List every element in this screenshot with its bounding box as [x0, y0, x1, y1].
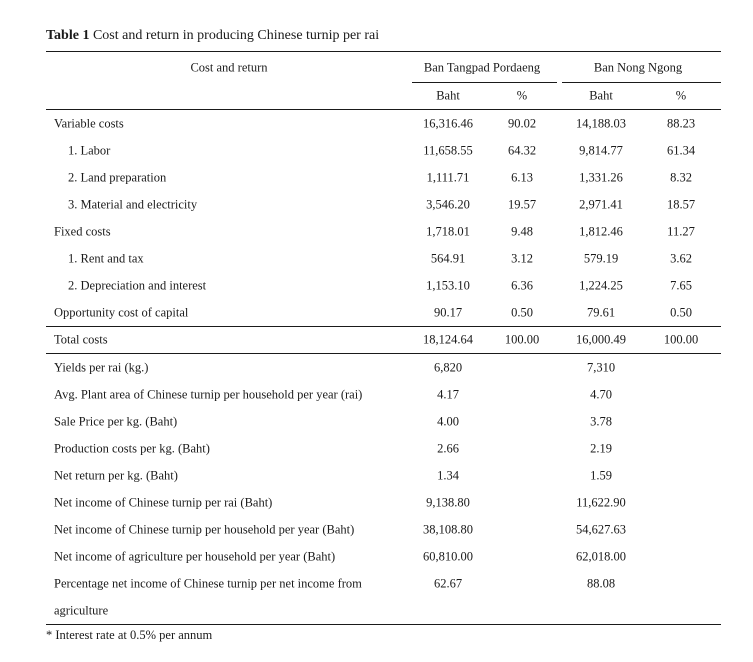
row-label: Fixed costs: [54, 224, 111, 239]
value-1: 62.67: [433, 576, 463, 591]
row-label: Total costs: [54, 332, 108, 347]
row-label: Net income of agriculture per household per year (Baht): [54, 549, 336, 564]
footnote: * Interest rate at 0.5% per annum: [46, 628, 213, 642]
row-label: Net income of Chinese turnip per rai (Baht): [54, 495, 273, 510]
percent-2: 7.65: [670, 278, 692, 293]
value-2: 1.59: [590, 468, 612, 483]
percent-2: 3.62: [670, 251, 692, 266]
value-2: 7,310: [586, 360, 616, 375]
percent-2: 0.50: [670, 305, 692, 320]
header-bottom-rule: [46, 109, 721, 110]
row-label: 2. Land preparation: [68, 170, 167, 185]
row-label: 3. Material and electricity: [68, 197, 198, 212]
row-label: Net income of Chinese turnip per household per year (Baht): [54, 522, 355, 537]
baht-2: 2,971.41: [579, 197, 623, 212]
baht-2: 79.61: [586, 305, 616, 320]
percent-1: 6.13: [511, 170, 533, 185]
value-1: 60,810.00: [423, 549, 473, 564]
value-1: 1.34: [437, 468, 459, 483]
value-1: 6,820: [433, 360, 463, 375]
baht-2: 579.19: [583, 251, 619, 266]
row-label: Yields per rai (kg.): [54, 360, 149, 375]
baht-1: 1,718.01: [426, 224, 470, 239]
value-2: 2.19: [590, 441, 612, 456]
percent-2: 61.34: [666, 143, 696, 158]
top-rule: [46, 51, 721, 52]
subheader-baht-1: Baht: [436, 88, 460, 103]
percent-1: 100.00: [504, 332, 540, 347]
subheader-percent-2: %: [675, 88, 687, 103]
baht-2: 1,224.25: [579, 278, 623, 293]
value-2: 4.70: [590, 387, 612, 402]
baht-1: 564.91: [430, 251, 466, 266]
baht-1: 1,111.71: [426, 170, 470, 185]
row-label-continued: agriculture: [54, 603, 109, 618]
percent-2: 11.27: [667, 224, 695, 239]
value-2: 3.78: [590, 414, 612, 429]
baht-2: 1,812.46: [579, 224, 623, 239]
baht-1: 11,658.55: [423, 143, 473, 158]
baht-2: 16,000.49: [576, 332, 626, 347]
column-group-ban-nong-ngong: Ban Nong Ngong: [593, 60, 683, 75]
baht-2: 9,814.77: [579, 143, 623, 158]
table-caption: [46, 28, 379, 44]
percent-1: 19.57: [507, 197, 537, 212]
row-label: Variable costs: [54, 116, 124, 131]
table-bottom-rule: [46, 624, 721, 625]
baht-1: 3,546.20: [426, 197, 470, 212]
subheader-percent-1: %: [516, 88, 528, 103]
percent-1: 6.36: [511, 278, 533, 293]
percent-2: 88.23: [666, 116, 696, 131]
row-label: Production costs per kg. (Baht): [54, 441, 210, 456]
table-number: Table 1: [46, 28, 90, 43]
percent-1: 90.02: [507, 116, 537, 131]
table-title: Cost and return in producing Chinese turnip per rai: [92, 28, 380, 43]
percent-1: 3.12: [511, 251, 533, 266]
row-label: Avg. Plant area of Chinese turnip per household per year (rai): [54, 387, 363, 402]
row-label: 1. Rent and tax: [68, 251, 144, 266]
value-2: 62,018.00: [576, 549, 626, 564]
value-1: 4.17: [437, 387, 459, 402]
value-1: 38,108.80: [423, 522, 473, 537]
percent-2: 18.57: [666, 197, 696, 212]
column-group-ban-tangpad: Ban Tangpad Pordaeng: [423, 60, 541, 75]
value-1: 2.66: [437, 441, 459, 456]
percent-1: 0.50: [511, 305, 533, 320]
subheader-baht-2: Baht: [589, 88, 613, 103]
row-label: Opportunity cost of capital: [54, 305, 189, 320]
column-header-cost-return: Cost and return: [190, 60, 268, 75]
value-2: 88.08: [586, 576, 616, 591]
row-label: Net return per kg. (Baht): [54, 468, 178, 483]
row-label: Percentage net income of Chinese turnip per net income from: [54, 576, 362, 591]
value-1: 4.00: [437, 414, 459, 429]
baht-1: 1,153.10: [426, 278, 470, 293]
baht-1: 16,316.46: [423, 116, 473, 131]
row-label: Sale Price per kg. (Baht): [54, 414, 178, 429]
group2-rule: [562, 82, 721, 83]
baht-1: 90.17: [433, 305, 463, 320]
percent-2: 100.00: [663, 332, 699, 347]
baht-2: 1,331.26: [579, 170, 623, 185]
row-label: 2. Depreciation and interest: [68, 278, 207, 293]
value-2: 54,627.63: [576, 522, 626, 537]
total-top-rule: [46, 326, 721, 327]
group1-rule: [412, 82, 557, 83]
percent-2: 8.32: [670, 170, 692, 185]
percent-1: 9.48: [511, 224, 533, 239]
row-label: 1. Labor: [68, 143, 111, 158]
baht-1: 18,124.64: [423, 332, 473, 347]
baht-2: 14,188.03: [576, 116, 626, 131]
total-bottom-rule: [46, 353, 721, 354]
percent-1: 64.32: [507, 143, 537, 158]
value-1: 9,138.80: [426, 495, 470, 510]
value-2: 11,622.90: [576, 495, 626, 510]
